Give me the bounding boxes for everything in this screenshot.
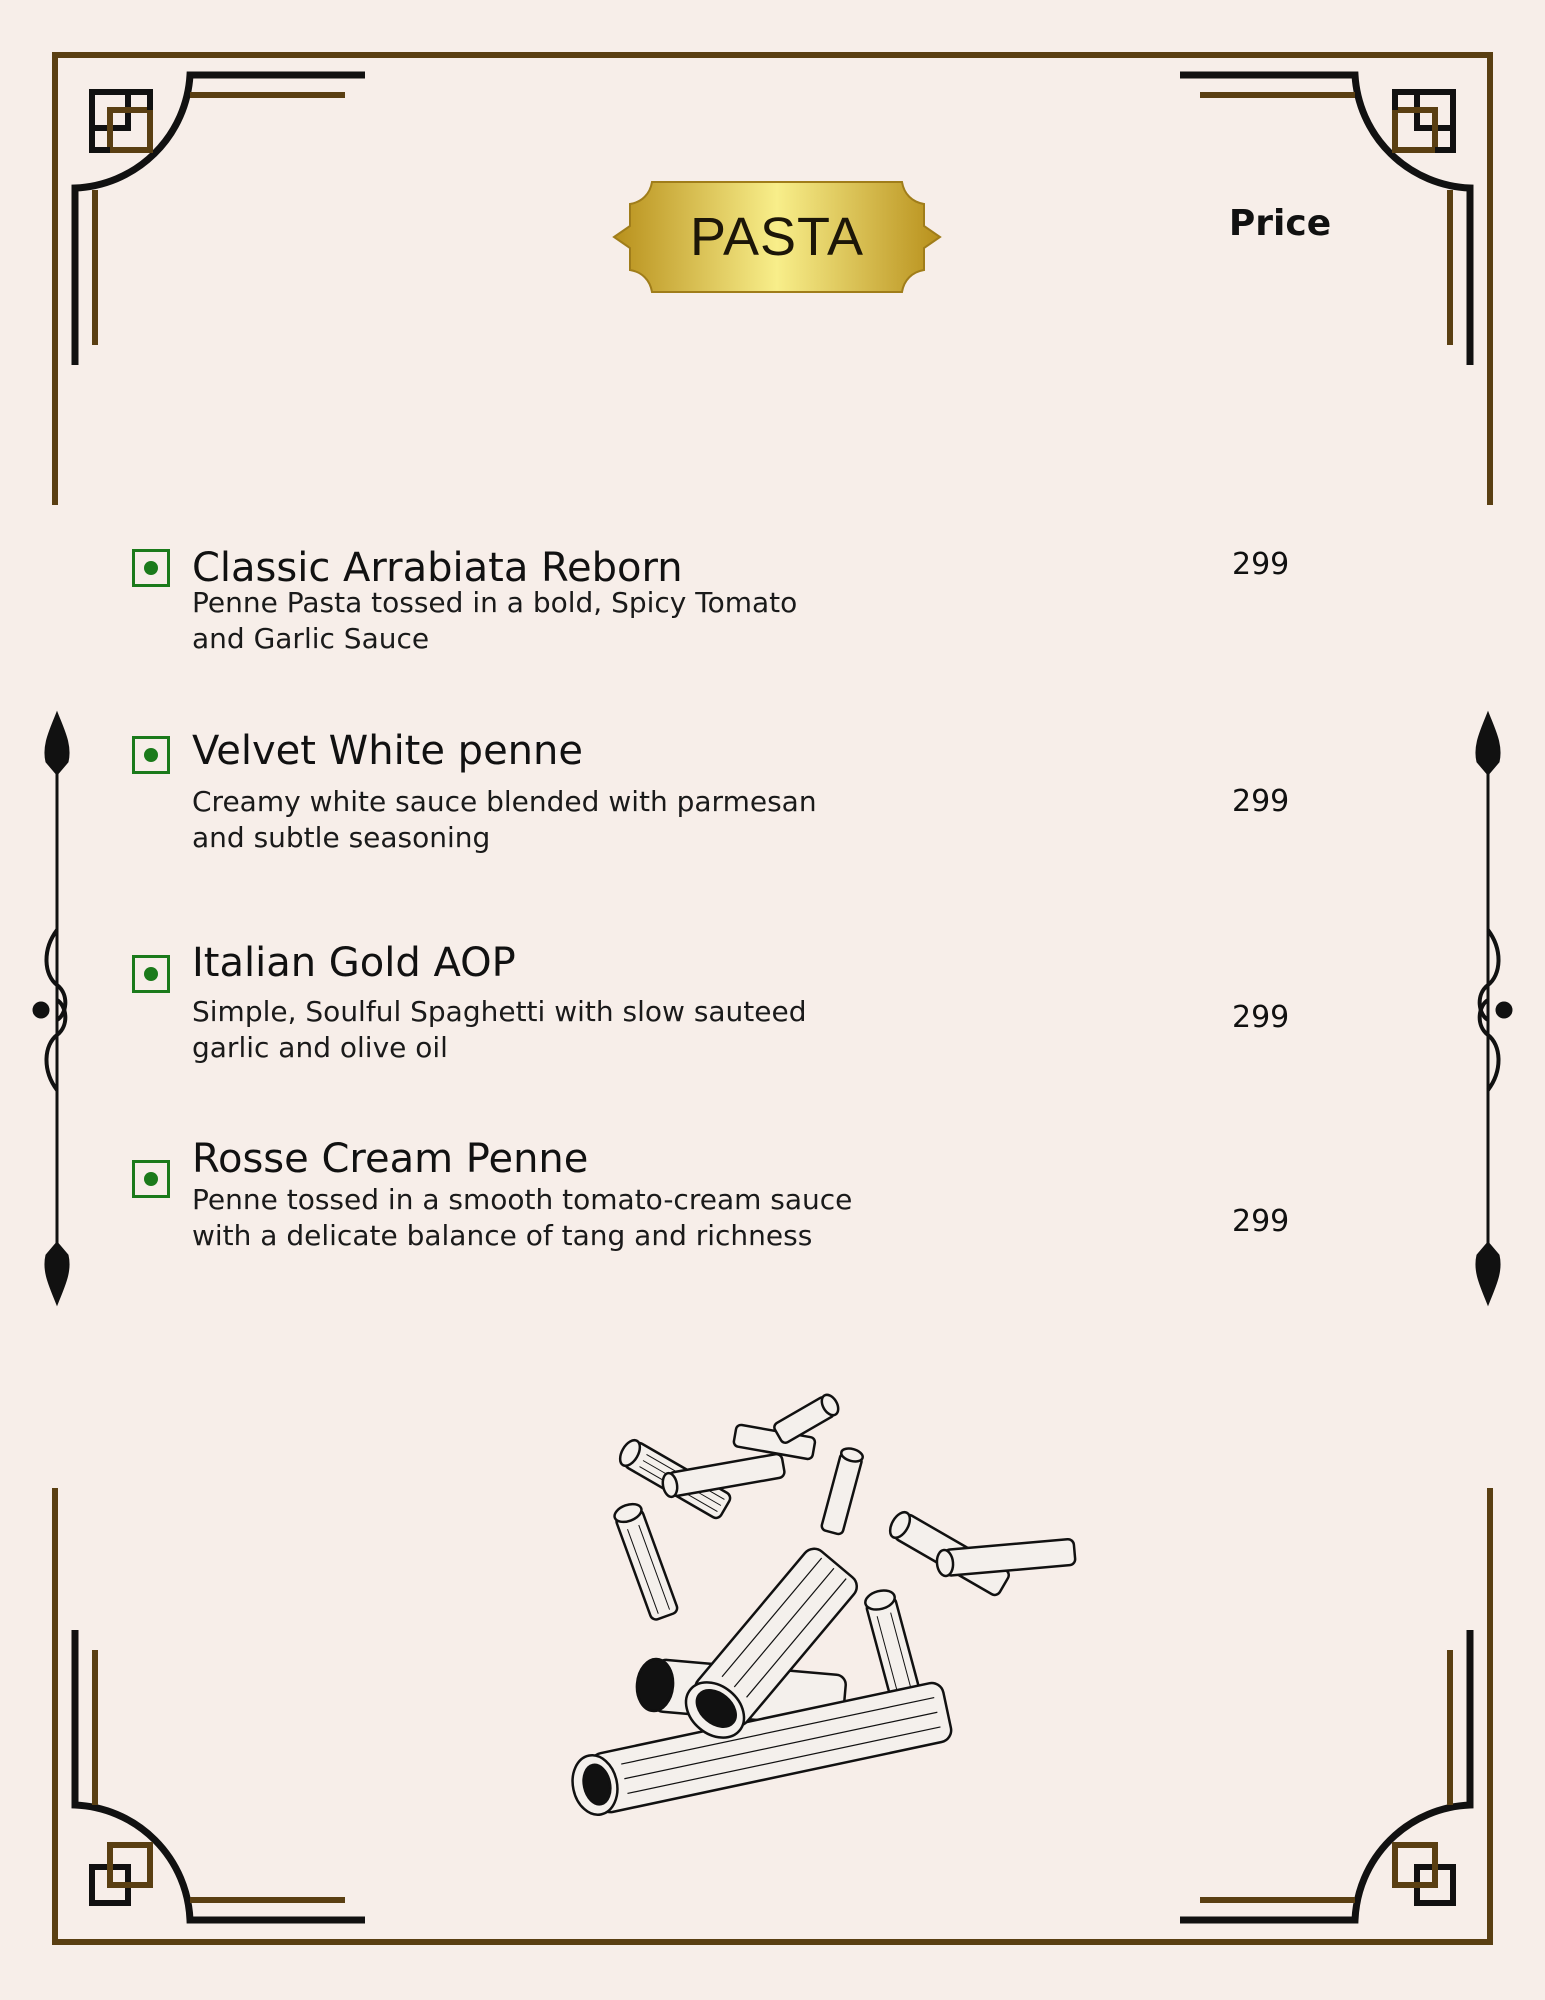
item-description: Creamy white sauce blended with parmesan and subtle seasoning (192, 785, 817, 854)
item-name: Velvet White penne (192, 728, 583, 774)
item-description: Penne tossed in a smooth tomato-cream sauce with a delicate balance of tang and richness (192, 1183, 853, 1252)
penne-pasta-illustration (560, 1385, 1080, 1825)
price-column-header: Price (1228, 203, 1332, 244)
item-name: Rosse Cream Penne (192, 1136, 589, 1182)
side-flourish-icon (33, 712, 69, 1305)
item-name: Italian Gold AOP (192, 940, 516, 986)
item-description: Simple, Soulful Spaghetti with slow sauteed garlic and olive oil (192, 995, 807, 1064)
item-price: 299 (1232, 784, 1290, 819)
veg-mark-icon (132, 549, 170, 587)
item-description: Penne Pasta tossed in a bold, Spicy Tomato and Garlic Sauce (192, 586, 798, 655)
item-name: Classic Arrabiata Reborn (192, 545, 683, 591)
corner-ornament-icon (75, 75, 365, 365)
veg-mark-icon (132, 736, 170, 774)
corner-ornament-icon (1180, 1630, 1470, 1920)
item-price: 299 (1232, 1204, 1290, 1239)
veg-mark-icon (132, 1160, 170, 1198)
corner-ornament-icon (75, 1630, 365, 1920)
item-price: 299 (1232, 1000, 1290, 1035)
veg-mark-icon (132, 955, 170, 993)
side-flourish-icon (1476, 712, 1512, 1305)
section-title: PASTA (689, 207, 865, 267)
item-price: 299 (1232, 547, 1290, 582)
